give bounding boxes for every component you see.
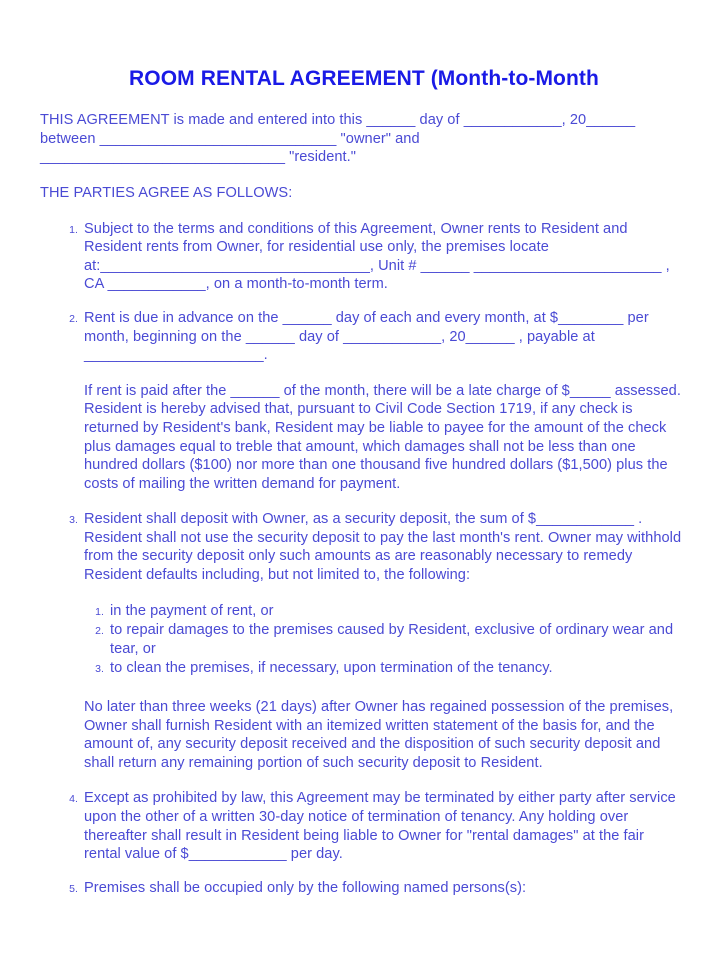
deposit-subitem-list	[40, 602, 684, 678]
deposit-subitem-3	[92, 659, 684, 678]
clause-marker: 4.	[69, 793, 78, 806]
clause-text: Except as prohibited by law, this Agreement may be terminated by either party after service upon the other of a written 30-day notice of termination of tenancy. Any holding over thereafter shall result in Resident being liable to Owner for "rental damages" at the fair rental value of $____________ per day.	[84, 790, 676, 863]
clause-item-4	[62, 789, 684, 863]
clause-text: Premises shall be occupied only by the following named persons(s):	[84, 879, 527, 896]
spacer	[40, 678, 684, 698]
deposit-return-paragraph: No later than three weeks (21 days) after Owner has regained possession of the premises, Owner shall furnish Resident with an itemized written statement of the basis for, and the amount of, any security deposit received and the disposition of such security deposit and shall return any remaining portion of such security deposit to Resident.	[84, 699, 674, 771]
page-title: ROOM RENTAL AGREEMENT (Month-to-Month	[129, 67, 599, 90]
subitem-marker: 2.	[95, 625, 104, 638]
intro-line-1: THIS AGREEMENT is made and entered into this ______ day of ____________, 20______	[40, 112, 636, 129]
deposit-subitem-1	[92, 602, 684, 621]
clause-list-end	[40, 789, 684, 897]
subitem-text: to clean the premises, if necessary, upon termination of the tenancy.	[110, 660, 553, 677]
parties-agree-heading: THE PARTIES AGREE AS FOLLOWS:	[40, 184, 293, 201]
clause-marker: 5.	[69, 882, 78, 895]
spacer	[40, 365, 684, 382]
clause-item-2	[62, 309, 684, 365]
clause-marker: 3.	[69, 514, 78, 527]
intro-line-2: between _____________________________ "owner" and	[40, 130, 420, 147]
clause-text: Subject to the terms and conditions of this Agreement, Owner rents to Resident and Resident rents from Owner, for residential use only, the premises locate at:_________________________________, Unit # ______ _______________________ , CA ____________, on a month-to-month term.	[84, 220, 670, 293]
clause-text: Resident shall deposit with Owner, as a security deposit, the sum of $____________ . Resident shall not use the security deposit to pay the last month's rent. Owner may withhold from the security deposit only such amounts as are reasonably necessary to remedy Resident defaults including, but not limited to, the following:	[84, 511, 682, 584]
clause-item-5	[62, 879, 684, 898]
clause-item-3	[62, 510, 684, 584]
clause-list	[40, 220, 684, 365]
clause-item-1	[62, 220, 684, 294]
spacer	[40, 772, 684, 789]
document-body	[0, 111, 728, 897]
spacer	[40, 203, 684, 220]
spacer	[40, 585, 684, 602]
subitem-marker: 3.	[95, 663, 104, 676]
clause-list-continued	[40, 510, 684, 584]
subitem-text: in the payment of rent, or	[110, 602, 274, 619]
late-charge-paragraph: If rent is paid after the ______ of the month, there will be a late charge of $_____ assessed. Resident is hereby advised that, pursuant to Civil Code Section 1719, if any check is returned by Resident's bank, Resident may be liable to payee for the amount of the check plus damages equal to treble that amount, which damages shall not be less than one hundred dollars ($100) nor more than one thousand five hundred dollars ($1,500) plus the costs of mailing the written demand for payment.	[84, 382, 681, 492]
clause-text: Rent is due in advance on the ______ day of each and every month, at $________ per month, beginning on the ______ day of ____________, 20______ , payable at ______________________.	[84, 309, 649, 364]
spacer	[40, 493, 684, 510]
clause-marker: 1.	[69, 223, 78, 236]
clause-marker: 2.	[69, 312, 78, 325]
intro-line-3: ______________________________ "resident."	[40, 149, 356, 166]
subitem-text: to repair damages to the premises caused by Resident, exclusive of ordinary wear and tear, or	[110, 622, 674, 657]
spacer	[40, 167, 684, 184]
deposit-subitem-2	[92, 621, 684, 658]
subitem-marker: 1.	[95, 605, 104, 618]
